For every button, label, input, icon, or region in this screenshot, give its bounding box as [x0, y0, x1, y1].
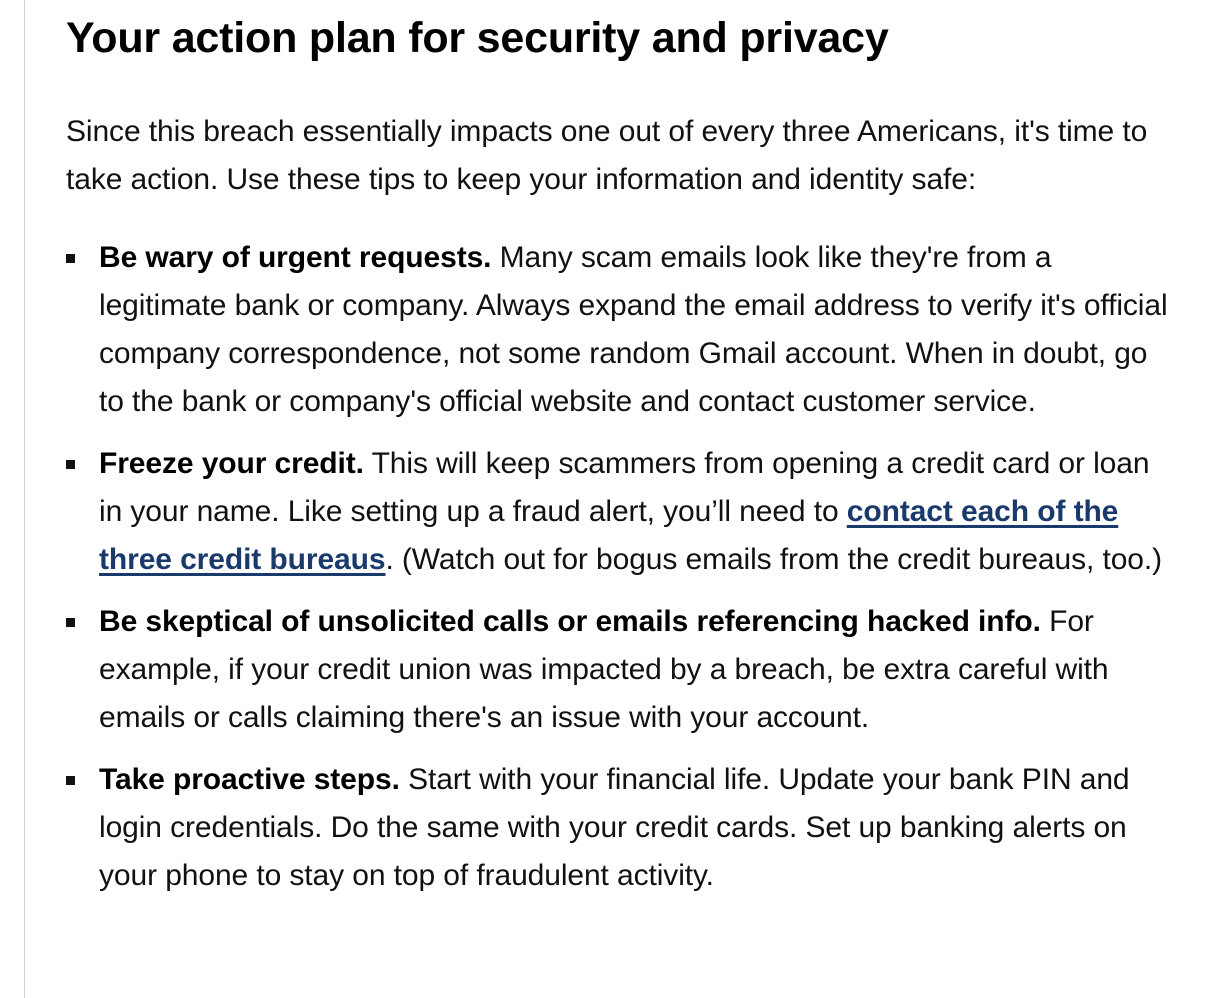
- article-section: [66, 0, 1176, 914]
- tip-text: . (Watch out for bogus emails from the credit bureaus, too.): [385, 543, 1163, 576]
- tip-item-skeptical-calls: [66, 598, 1176, 742]
- square-bullet-icon: [66, 776, 75, 785]
- tip-lead: Be wary of urgent requests.: [99, 241, 492, 274]
- intro-paragraph: Since this breach essentially impacts one out of every three Americans, it's time to take action. Use these tips to keep your information and identity safe:: [66, 115, 1148, 196]
- left-border-rule: [24, 0, 25, 998]
- section-heading: Your action plan for security and privacy: [66, 14, 889, 62]
- tip-item-proactive-steps: [66, 756, 1176, 900]
- tips-list: [66, 234, 1176, 900]
- credit-bureaus-link[interactable]: contact each of the three credit bureaus: [99, 495, 1119, 576]
- square-bullet-icon: [66, 460, 75, 469]
- square-bullet-icon: [66, 618, 75, 627]
- tip-text: For example, if your credit union was impacted by a breach, be extra careful with emails or calls claiming there's an issue with your account.: [99, 605, 1109, 734]
- tip-lead: Be skeptical of unsolicited calls or emails referencing hacked info.: [99, 605, 1041, 638]
- tip-item-urgent-requests: [66, 234, 1176, 426]
- tip-lead: Freeze your credit.: [99, 447, 364, 480]
- tip-item-freeze-credit: [66, 440, 1176, 584]
- tip-lead: Take proactive steps.: [99, 763, 400, 796]
- tip-text: Many scam emails look like they're from a legitimate bank or company. Always expand the email address to verify it's official company correspondence, not some random Gmail account. When in doubt, go to the bank or company's official website and contact customer service.: [99, 241, 1168, 418]
- tip-text: This will keep scammers from opening a credit card or loan in your name. Like setting up a fraud alert, you’ll need to: [99, 447, 1150, 528]
- tip-text: Start with your financial life. Update your bank PIN and login credentials. Do the same with your credit cards. Set up banking alerts on your phone to stay on top of fraudulent activity.: [99, 763, 1130, 892]
- square-bullet-icon: [66, 254, 75, 263]
